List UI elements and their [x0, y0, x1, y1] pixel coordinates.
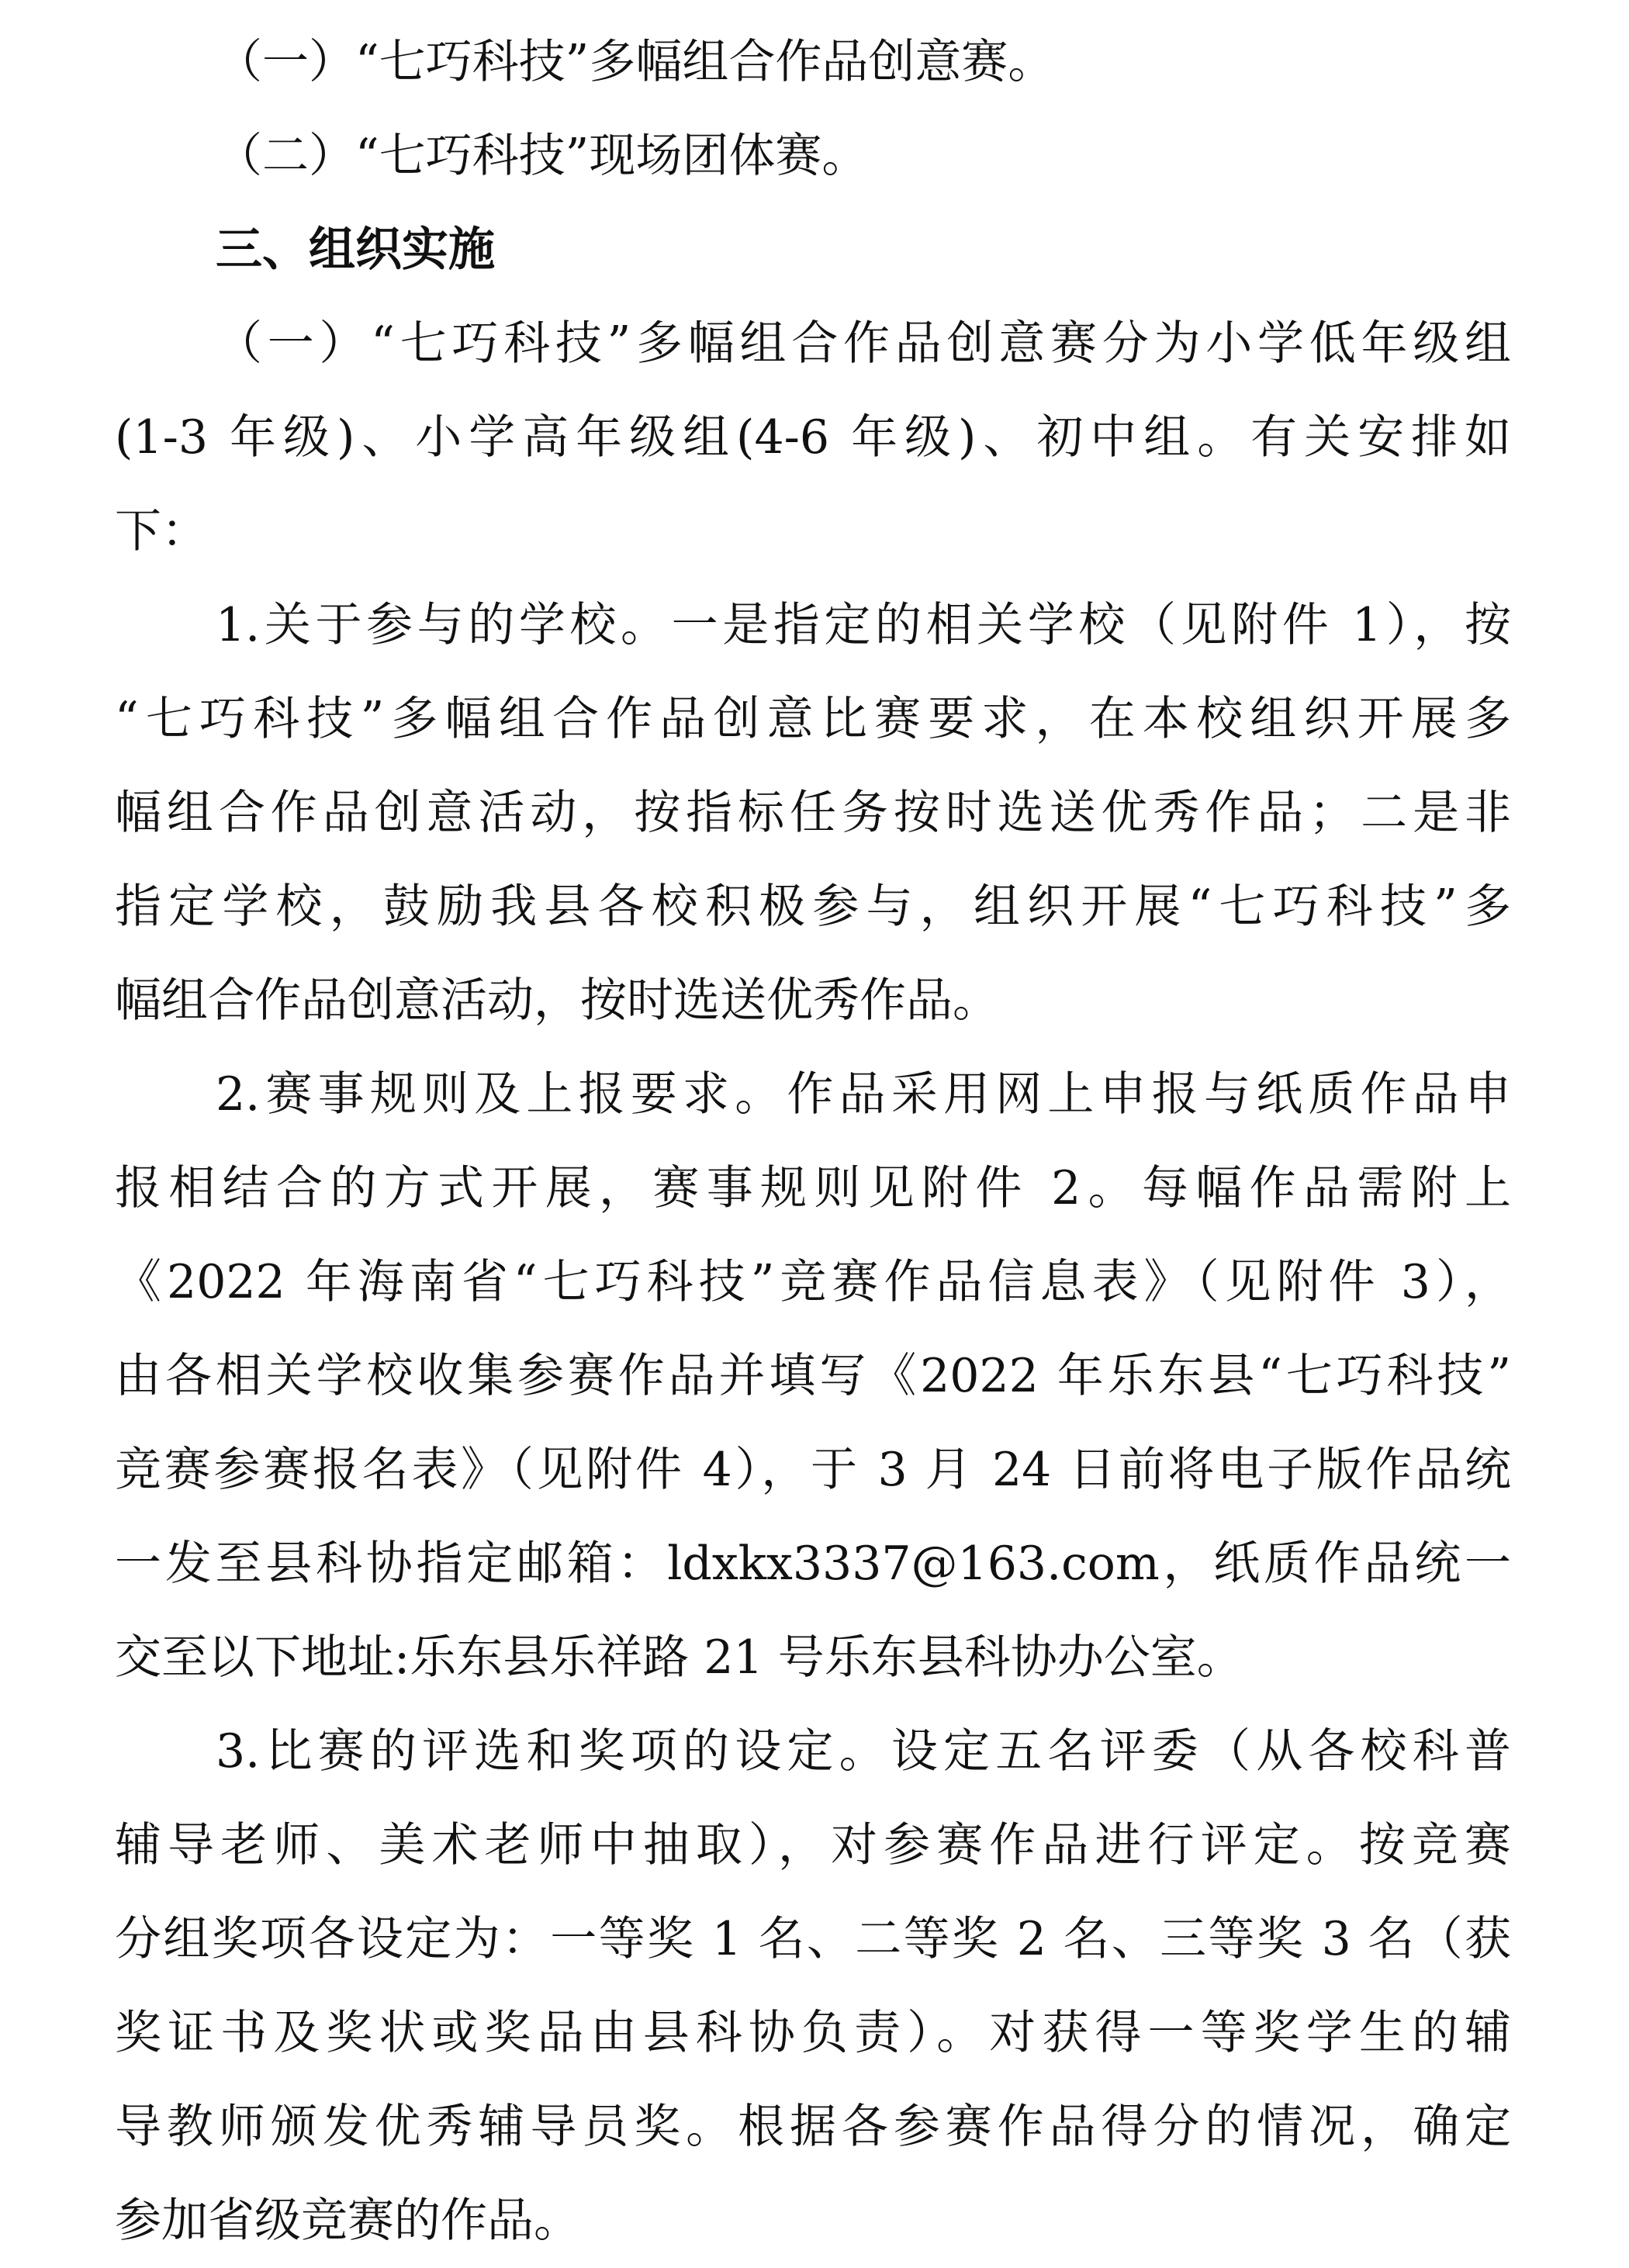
text-line: 报相结合的方式开展，赛事规则见附件 2。每幅作品需附上: [115, 1161, 1511, 1215]
text-line: 一发至县科协指定邮箱：ldxkx3337@163.com，纸质作品统一: [115, 1537, 1511, 1591]
text-line: 《2022 年海南省“七巧科技”竞赛作品信息表》（见附件 3），: [115, 1255, 1511, 1309]
text-line: 3.比赛的评选和奖项的设定。设定五名评委（从各校科普: [216, 1724, 1511, 1779]
text-line: 奖证书及奖状或奖品由县科协负责）。对获得一等奖学生的辅: [115, 2006, 1511, 2060]
text-line: 由各相关学校收集参赛作品并填写《2022 年乐东县“七巧科技”: [115, 1349, 1511, 1403]
text-line: 指定学校，鼓励我县各校积极参与，组织开展“七巧科技”多: [115, 880, 1511, 934]
text-line: 幅组合作品创意活动，按时选送优秀作品。: [115, 973, 999, 1028]
text-line: “七巧科技”多幅组合作品创意比赛要求，在本校组织开展多: [115, 692, 1511, 746]
text-line: 竞赛参赛报名表》（见附件 4），于 3 月 24 日前将电子版作品统: [115, 1443, 1511, 1497]
text-line: 1.关于参与的学校。一是指定的相关学校（见附件 1），按: [216, 598, 1511, 652]
text-line: 交至以下地址:乐东县乐祥路 21 号乐东县科协办公室。: [115, 1630, 1243, 1685]
text-line: 辅导老师、美术老师中抽取），对参赛作品进行评定。按竞赛: [115, 1818, 1511, 1872]
text-line: 导教师颁发优秀辅导员奖。根据各参赛作品得分的情况，确定: [115, 2100, 1511, 2154]
text-line: （二）“七巧科技”现场团体赛。: [216, 129, 869, 183]
text-line: 分组奖项各设定为：一等奖 1 名、二等奖 2 名、三等奖 3 名（获: [115, 1912, 1511, 1966]
text-line: (1-3 年级)、小学高年级组(4-6 年级)、初中组。有关安排如: [115, 410, 1511, 465]
text-line: 幅组合作品创意活动，按指标任务按时选送优秀作品；二是非: [115, 786, 1511, 840]
section-heading: 三、组织实施: [216, 223, 495, 277]
text-line: （一）“七巧科技”多幅组合作品创意赛。: [216, 35, 1055, 89]
text-line: 下：: [115, 504, 208, 558]
document-body: [115, 16, 1511, 2268]
text-line: （一）“七巧科技”多幅组合作品创意赛分为小学低年级组: [216, 316, 1511, 371]
text-line: 2.赛事规则及上报要求。作品采用网上申报与纸质作品申: [216, 1067, 1511, 1122]
text-line: 参加省级竞赛的作品。: [115, 2194, 580, 2248]
